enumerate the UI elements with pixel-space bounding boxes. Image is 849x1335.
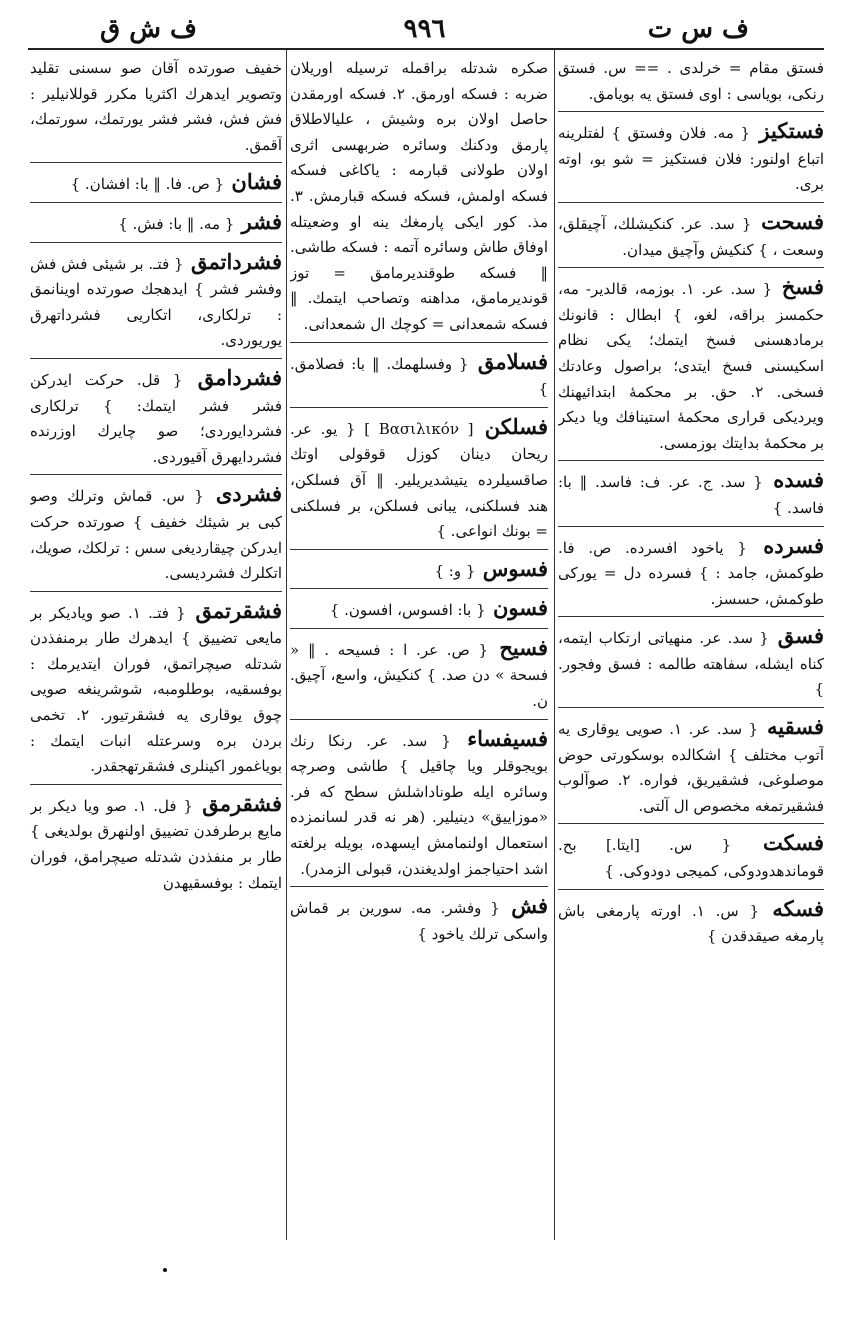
headword: فسوس: [482, 555, 548, 581]
page-number: ٩٩٦: [403, 14, 446, 44]
entry-text: { فتـ. بر شیئی فش فش وفشر فشر } ایدهجك صورتده اوینانمق : ترلکاری، اتکاریی فشرداتهرق یوریوردی.: [30, 254, 282, 350]
headword: فسکه: [772, 895, 824, 921]
entry-text: { سد. ج. عر. ف: فاسد. ‖ با: فاسد. }: [558, 473, 824, 517]
dictionary-entry: [558, 623, 824, 708]
entry-text: { با: افسوس، افسون. }: [329, 601, 486, 620]
headword: فشر: [241, 208, 282, 234]
headword: فشقرتمق: [195, 597, 282, 623]
dictionary-entry: [290, 414, 548, 550]
header-letters-right: ف س ت: [647, 14, 749, 44]
dictionary-entry: [30, 598, 282, 785]
column-divider: [554, 50, 555, 1240]
dictionary-entry: [30, 209, 282, 243]
entry-text: { ص. عر. ا : فسیحه . ‖ « فسحة » دن صد. } کنکیش، واسع، آچیق. ن.: [290, 640, 548, 711]
dictionary-entry: [290, 635, 548, 720]
dictionary-entry: [558, 830, 824, 889]
entry-text: { ص. فا. ‖ با: افشان. }: [70, 175, 225, 194]
dictionary-entry: [558, 533, 824, 618]
headword: فسکت: [763, 830, 824, 856]
entry-text: { یاخود افسرده. ص. فا. طوکمش، جامد : } فسرده دل = یورکی طوکمش، حسسز.: [558, 538, 824, 608]
entry-text: { فتـ. ۱. صو ویادیکر بر مایعی تضییق } ایدهرك طار برمنفذدن شدتله صیچراتمق، فوران ایتدیرمك : بوفسقیه، بوطلومبه، شوشرینغه صویی چوق یوقاری یه فشقرتیور. ۲. تخمی بردن بره وسرعتله انبات ایتمك : بویاغمور اکینلری فشقرتهجقدر.: [30, 603, 282, 776]
dictionary-entry: [290, 595, 548, 629]
dictionary-entry: [30, 365, 282, 475]
entry-text: { سد. عر. رنکا رنك بویجوقلر ویا چاقیل } طاشی وصرچه وسائره ایله طوناداشلش سطح که فر. «موزاییق» دینیلیر. (هر نه قدر لسانمزده استعمال اولنمامش ایسهده، بویله برلغته اشد احتیاجمز اولدیغندن، قبولی الزمدر).: [290, 731, 548, 878]
ink-dot: [163, 1268, 167, 1272]
header-letters-left: ف ش ق: [100, 14, 197, 44]
headword: فشردامق: [197, 364, 282, 390]
headword: فسق: [777, 623, 824, 649]
entry-text: { سد. عر. کنکیشلك، آچیقلق، وسعت ، } کنکیش وآچیق میدان.: [558, 214, 824, 259]
header-rule: [28, 48, 824, 50]
entry-text: { س. [ایتا.] بح. قوماندهدودوکی، کمیجی دودوکی. }: [558, 836, 824, 881]
dictionary-entry: [558, 467, 824, 526]
dictionary-entry: [558, 714, 824, 824]
column-left: [30, 56, 282, 1256]
entry-text: { قل. حرکت ایدرکن فشر فشر ایتمك: } ترلکاری فشردایوردی؛ صو چایرك اوزرنده فشردایهرق آقیوردی.: [30, 370, 282, 466]
dictionary-entry: [30, 56, 282, 163]
headword: فستکیز: [759, 118, 824, 144]
dictionary-entry: [558, 56, 824, 112]
headword: فسیفساء: [467, 725, 548, 751]
entry-text: خفیف صورتده آقان صو سسنی تقلید وتصویر ایدهرك اکثریا مکرر قوللانیلیر : فش فش، فشر فشر یورتمك، سورتمك، آقمق.: [30, 59, 282, 154]
headword: فسلامق: [477, 348, 548, 374]
dictionary-entry: [30, 249, 282, 359]
entry-text: { و: }: [434, 561, 476, 580]
dictionary-entry: [558, 274, 824, 461]
headword: فسیح: [499, 634, 548, 660]
dictionary-entry: [558, 209, 824, 268]
dictionary-entry: [290, 349, 548, 408]
column-middle: [290, 56, 548, 1256]
dictionary-entry: [558, 118, 824, 203]
headword: فسخ: [781, 274, 824, 300]
entry-text: { مه. فلان وفستق } لفتلرینه اتباع اولنور: فلان فستکیز = شو بو، اوته بری.: [558, 124, 824, 194]
entry-text: فستق مقام = خرلدی . == س. فستق رنکی، بویاسی : اوی فستق یه بویامق.: [558, 59, 824, 103]
dictionary-entry: [30, 169, 282, 203]
headword: فسرده: [763, 532, 824, 558]
entry-text: { سد. عر. ۱. بوزمه، قالدیر- مه، حکمسز براقه، لغو، } ابطال : قانونك برمادهسنی فسخ ایتمك؛ یکی نظام اسکیسنی فسخ ایتدی؛ براصول وعادتك فسخی. ۲. حق. بر محکمهٔ ابتدائیهنك ویردیکی قراری محکمهٔ استینافك ویا دیکر بر محکمهٔ بدایتك بوزمسی.: [558, 280, 824, 452]
dictionary-entry: [30, 481, 282, 591]
dictionary-entry: [290, 726, 548, 888]
dictionary-entry: [290, 56, 548, 343]
headword: فشردی: [215, 481, 282, 507]
entry-text: { وفسلهمك. ‖ با: فصلامق. }: [290, 354, 548, 399]
column-right: [558, 56, 824, 1256]
headword: فسلکن: [484, 413, 548, 439]
headword: فشان: [231, 169, 282, 195]
dictionary-entry: [30, 791, 282, 896]
entry-text: { س. ۱. اورته پارمغی باش پارمغه صیقدقدن }: [558, 901, 824, 946]
dictionary-entry: [290, 893, 548, 947]
entry-text: [ Βασιλικόν ] { یو. عر. ریحان دینان کوزل قوقولی اوتك صاقسیلرده یتیشدیریلیر. ‖ آق فسلکن، هند فسلکنی، یبانی فسلکن، بر فسلکنی = بونك انواعی. }: [290, 419, 548, 541]
headword: فسون: [492, 595, 548, 621]
entry-text: { س. قماش وترلك وصو کبی بر شیئك خفیف } صورتده حرکت ایدرکن چیقاردیغی سس : ترلکك، صویك، اتکلرك فشردیسی.: [30, 487, 282, 583]
page-header: [30, 0, 819, 44]
entry-text: { مه. ‖ با: فش. }: [118, 214, 235, 233]
entry-text: { سد. عر. ۱. صویی یوقاری یه آتوب مختلف } اشکالده بوسکورتی حوض موصلوغی، فشقیریق، فواره. ۲. صوآلوب فشقیرتمغه مخصوص ال آلتی.: [558, 720, 824, 815]
headword: فسحت: [761, 208, 824, 234]
entry-text: { وفشر. مه. سورین بر قماش واسکی ترلك یاخود }: [290, 899, 548, 943]
headword: فشقرمق: [202, 790, 282, 816]
dictionary-entry: [290, 556, 548, 590]
entry-text: صکره شدتله براقمله ترسیله اوریلان ضربه : فسکه اورمق. ۲. فسکه اورمقدن حاصل اولان بره وشیش ، علیالاطلاق پارمق ودکنك وسائره ضربهسی اثری اولان طولانی قبارمه : یاکاغی فسکه فسکه اولمش، فسکه فسکه قبارمش. ۳. مذ. کور ایکی پارمغك ینه او وضعیتله اوفاق طاش وسائره آتمه : فسکه طاشی. ‖ فسکه طوقندیرمامق = توز قوندیرمامق، مداهنه وتصاحب ایتمك. ‖ فسکه شمعدانی = کوچك ال شمعدانی.: [290, 59, 548, 333]
entry-text: { فل. ۱. صو ویا دیکر بر مایع برطرفدن تضییق اولنهرق بولدیغی } طار بر منفذدن شدتله صیچرامق، فوران ایتمك : بوفسقیهدن: [30, 796, 282, 892]
column-divider: [286, 50, 287, 1240]
headword: فشرداتمق: [190, 248, 282, 274]
headword: فش: [511, 893, 548, 919]
headword: فسده: [773, 467, 824, 493]
dictionary-entry: [558, 896, 824, 950]
headword: فسقیه: [767, 714, 824, 740]
entry-text: { سد. عر. منهیاتی ارتکاب ایتمه، کناه ایشله، سفاهته طالمه : فسق وفجور. }: [558, 629, 824, 699]
